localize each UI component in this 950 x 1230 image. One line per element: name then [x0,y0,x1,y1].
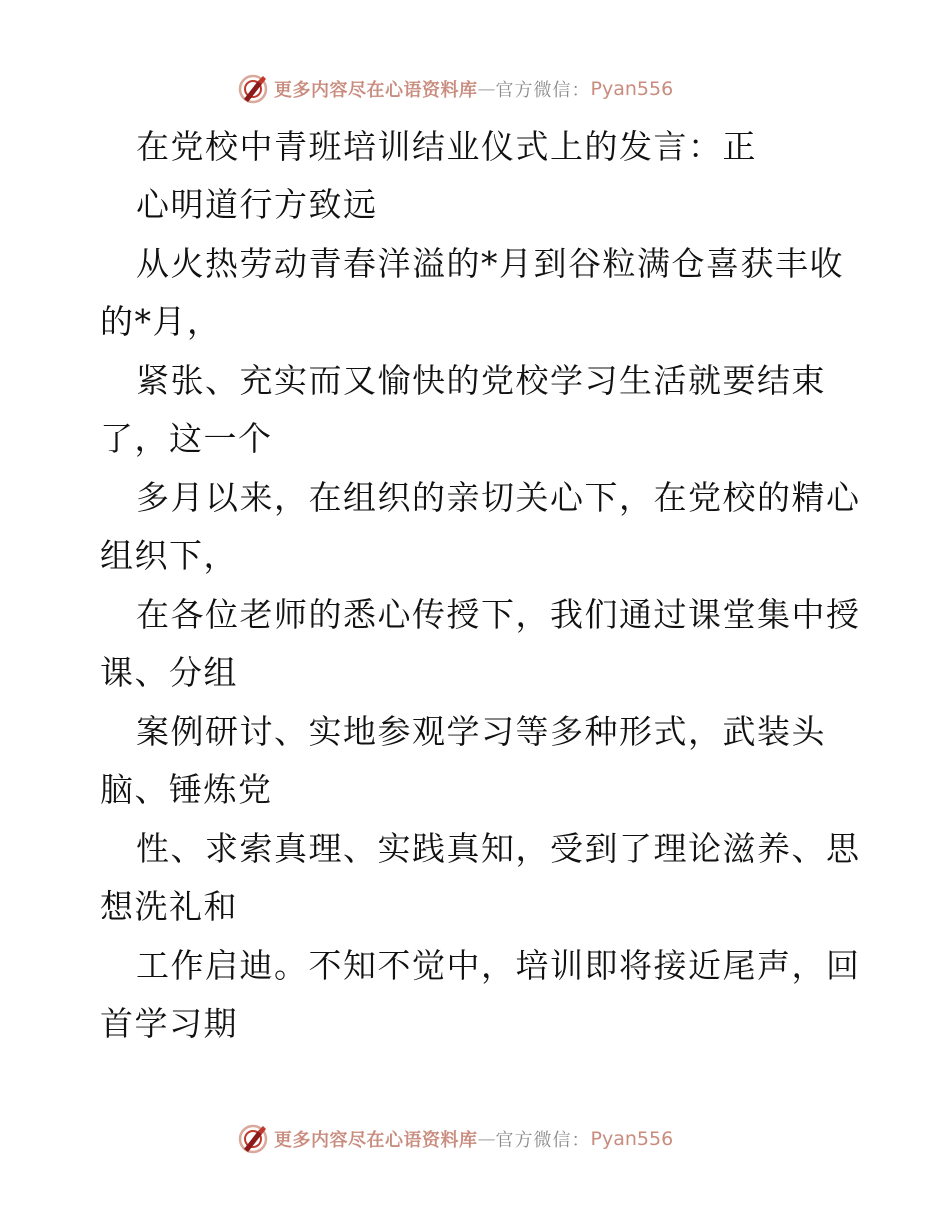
document-title-line-1: 在党校中青班培训结业仪式上的发言：正 [136,127,757,166]
watermark-site-text: 更多内容尽在心语资料库 [274,80,478,101]
pen-logo-icon [236,1122,270,1156]
watermark-wechat-label: 官方微信： [495,80,591,101]
footer-watermark [236,1122,673,1156]
watermark-wechat-id: Pyan556 [590,78,674,100]
paragraph-line: 从火热劳动青春洋溢的*月到谷粒满仓喜获丰收 [136,244,844,283]
paragraph-line: 首学习期 [100,1004,238,1043]
paragraph-line: 工作启迪。不知不觉中，培训即将接近尾声，回 [136,946,861,985]
watermark-wechat-id: Pyan556 [590,1128,674,1150]
paragraph-line: 脑、锤炼党 [100,770,273,809]
watermark-separator: — [477,1128,496,1150]
header-watermark [236,72,673,106]
paragraph-line: 紧张、充实而又愉快的党校学习生活就要结束 [136,361,826,400]
paragraph-line: 的*月， [100,302,222,341]
paragraph-line: 组织下， [100,536,238,575]
paragraph-line: 性、求索真理、实践真知，受到了理论滋养、思 [136,829,861,868]
watermark-wechat-label: 官方微信： [495,1130,591,1151]
paragraph-line: 想洗礼和 [100,887,238,926]
document-title-line-2: 心明道行方致远 [136,185,378,224]
paragraph-line: 在各位老师的悉心传授下，我们通过课堂集中授 [136,595,861,634]
paragraph-line: 案例研讨、实地参观学习等多种形式，武装头 [136,712,826,751]
pen-logo-icon [236,72,270,106]
paragraph-line: 了，这一个 [100,419,273,458]
paragraph-line: 课、分组 [100,653,238,692]
paragraph-line: 多月以来，在组织的亲切关心下，在党校的精心 [136,478,861,517]
watermark-site-text: 更多内容尽在心语资料库 [274,1130,478,1151]
watermark-separator: — [477,78,496,100]
